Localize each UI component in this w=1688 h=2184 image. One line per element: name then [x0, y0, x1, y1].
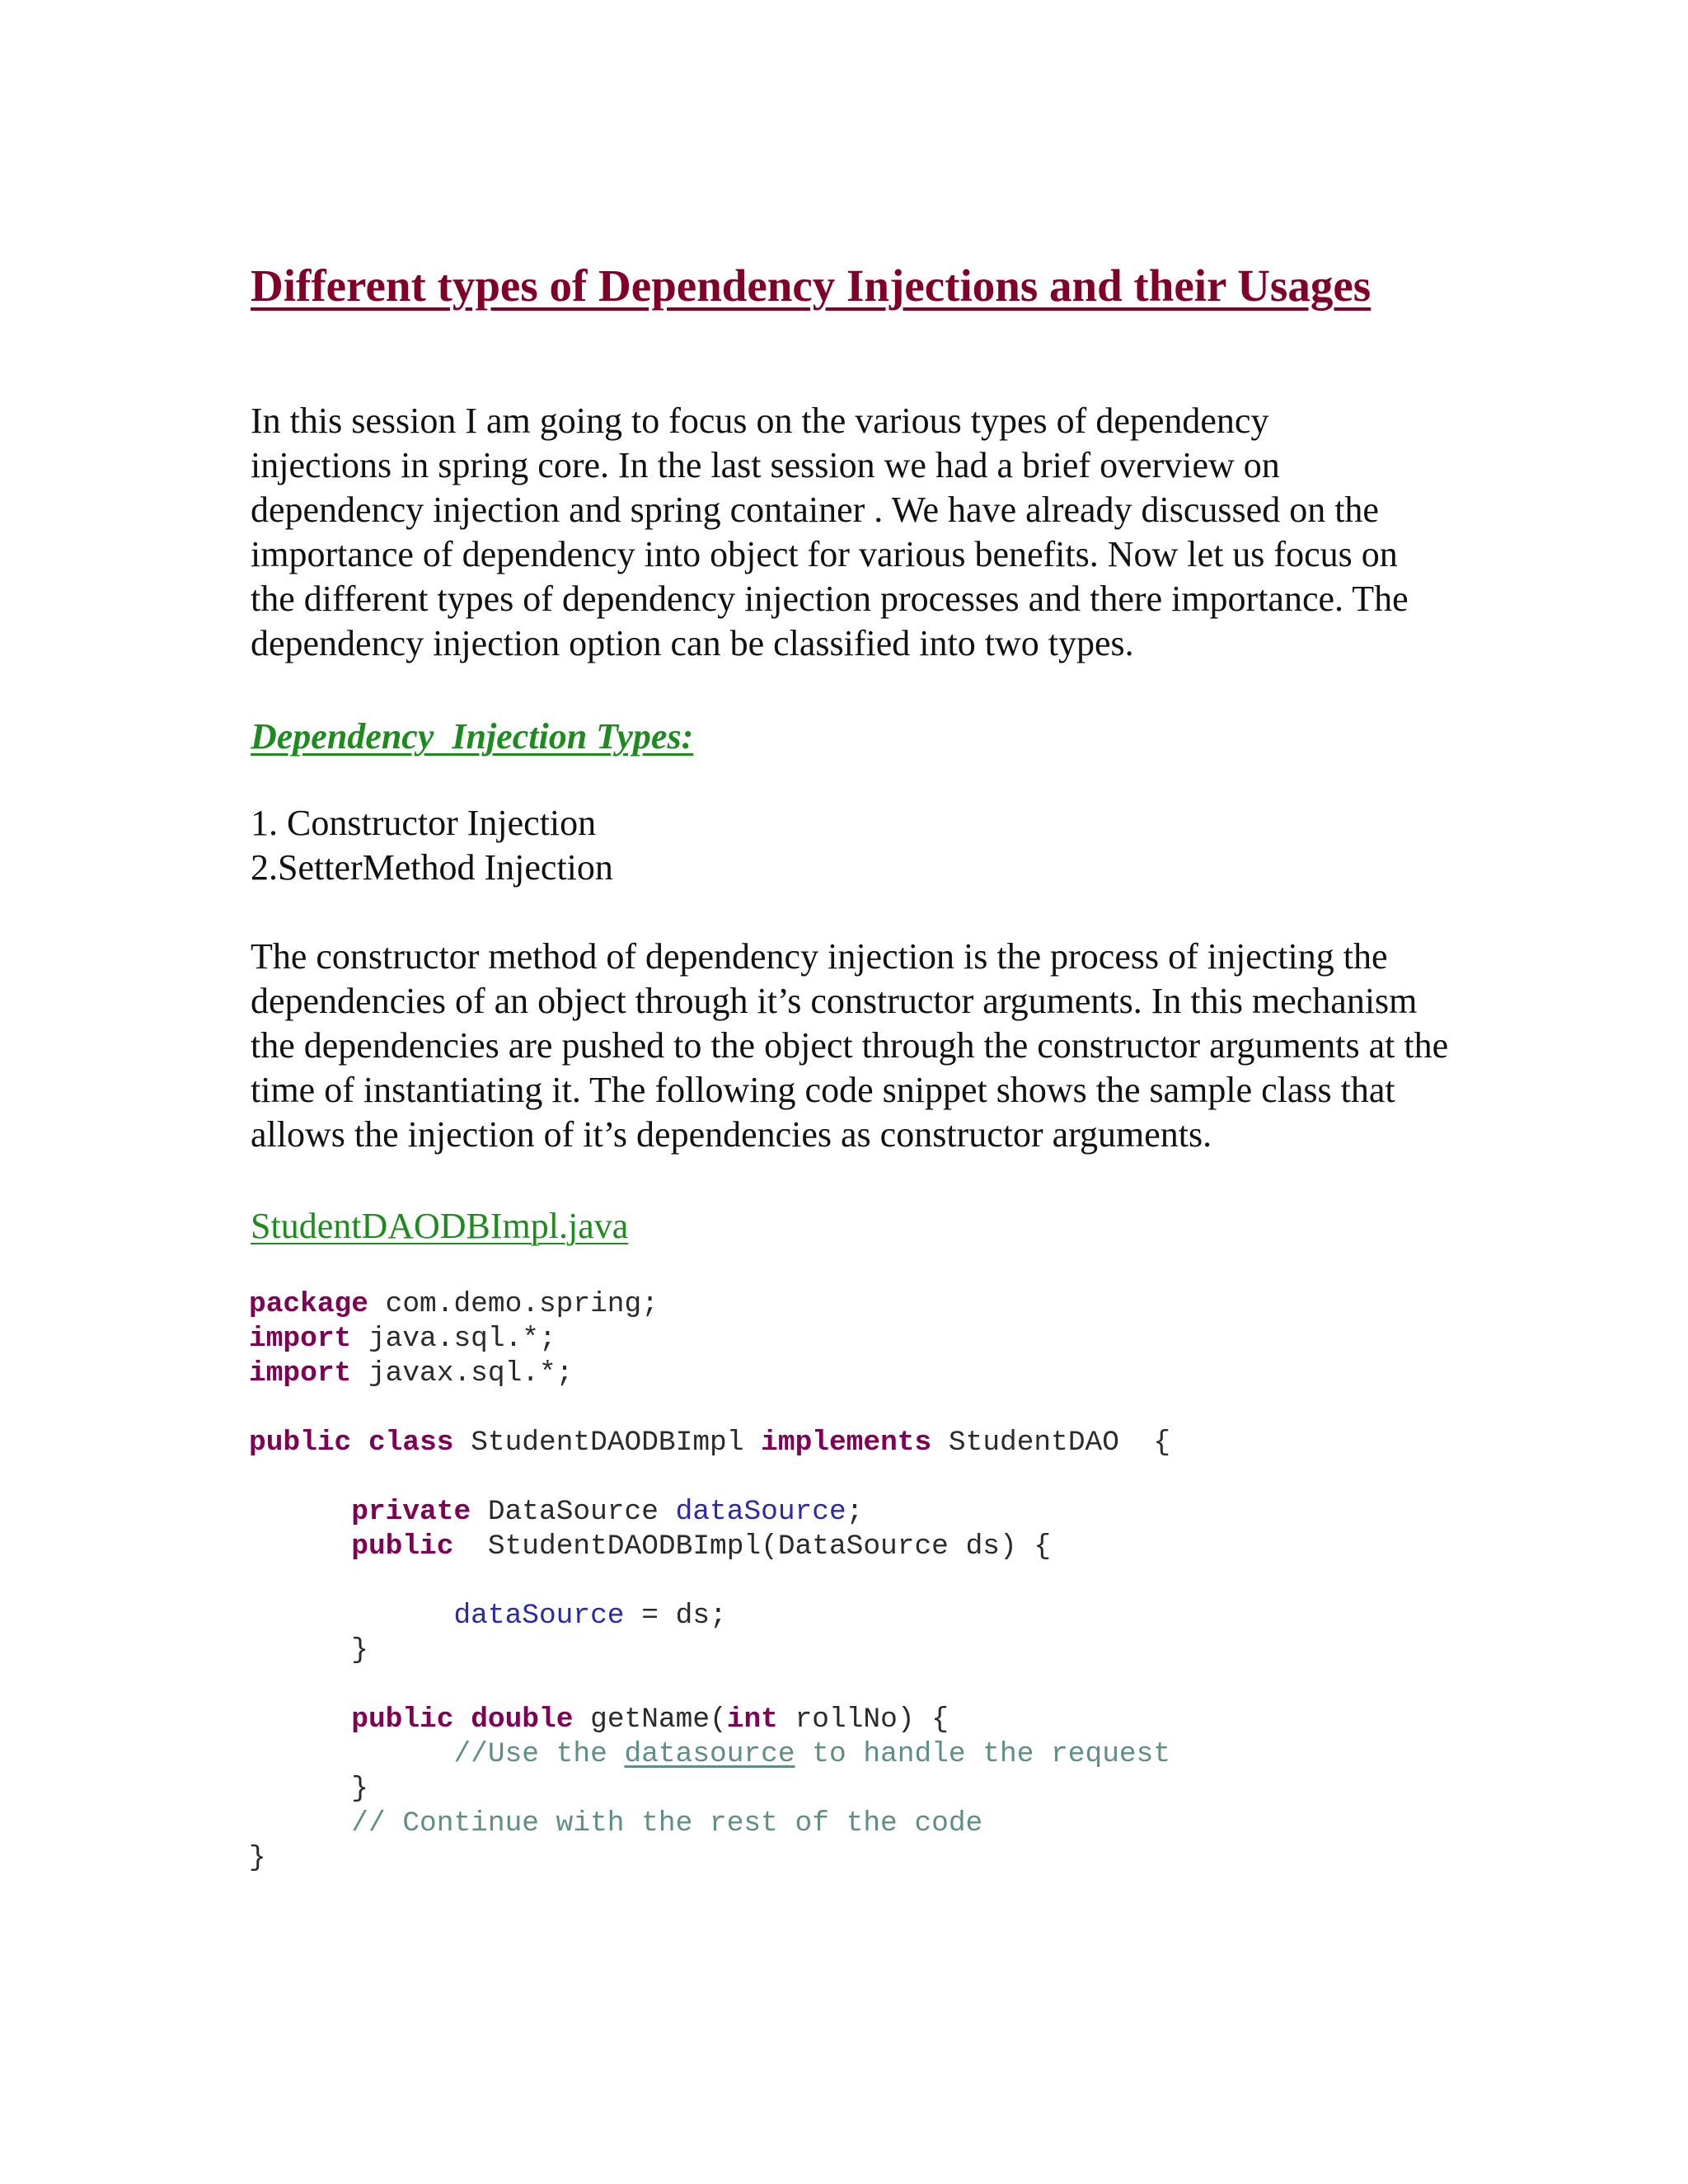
constructor-paragraph: [251, 935, 1536, 1157]
constructor-line: time of instantiating it. The following code snippet shows the sample class that: [251, 1070, 1395, 1110]
code-line: [249, 1322, 1170, 1357]
code-keyword: implements: [761, 1427, 932, 1459]
code-brace: }: [249, 1842, 266, 1874]
code-line: [249, 1530, 1170, 1564]
constructor-line: dependencies of an object through it’s constructor arguments. In this mechanism: [251, 981, 1418, 1021]
code-line: [249, 1807, 1170, 1841]
code-keyword: public: [249, 1427, 352, 1459]
intro-line: the different types of dependency injection processes and there importance. The: [251, 579, 1409, 619]
injection-types-list: [251, 801, 613, 890]
code-text: [351, 1427, 368, 1459]
code-keyword: package: [249, 1288, 368, 1320]
intro-line: dependency injection and spring container . We have already discussed on the: [251, 490, 1379, 530]
code-comment: //Use the: [453, 1738, 625, 1770]
code-text: StudentDAODBImpl(DataSource ds) {: [453, 1530, 1052, 1563]
list-item: 1. Constructor Injection: [251, 803, 597, 843]
code-line: [249, 1703, 1170, 1737]
intro-line: In this session I am going to focus on the various types of dependency: [251, 401, 1269, 441]
code-line: [249, 1426, 1170, 1460]
code-comment: to handle the request: [795, 1738, 1171, 1770]
code-text: DataSource: [471, 1496, 676, 1528]
intro-line: importance of dependency into object for various benefits. Now let us focus on: [251, 534, 1398, 574]
code-blank-line: [249, 1668, 1170, 1703]
code-text: = ds;: [624, 1600, 727, 1632]
code-keyword: double: [471, 1704, 574, 1736]
code-line: [249, 1841, 1170, 1876]
constructor-line: allows the injection of it’s dependencies as constructor arguments.: [251, 1114, 1212, 1155]
code-text: java.sql.*;: [351, 1323, 556, 1355]
code-snippet: [249, 1287, 1170, 1876]
code-text: getName(: [573, 1704, 727, 1736]
code-filename: StudentDAODBImpl.java: [251, 1206, 629, 1246]
code-keyword: class: [368, 1427, 454, 1459]
code-text: ;: [846, 1496, 864, 1528]
code-brace: }: [351, 1773, 368, 1805]
code-blank-line: [249, 1564, 1170, 1599]
code-field: dataSource: [453, 1600, 625, 1632]
intro-line: dependency injection option can be classified into two types.: [251, 623, 1134, 663]
intro-line: injections in spring core. In the last session we had a brief overview on: [251, 445, 1280, 485]
code-comment: // Continue with the rest of the code: [351, 1807, 983, 1840]
code-comment-underlined: datasource: [624, 1738, 795, 1770]
code-text: rollNo) {: [777, 1704, 949, 1736]
code-line: [249, 1357, 1170, 1391]
code-line: [249, 1495, 1170, 1530]
code-text: javax.sql.*;: [351, 1357, 574, 1390]
code-text: StudentDAODBImpl: [453, 1427, 762, 1459]
code-line: [249, 1287, 1170, 1322]
code-line: [249, 1737, 1170, 1772]
code-text: com.demo.spring;: [368, 1288, 659, 1320]
code-keyword: import: [249, 1323, 352, 1355]
code-line: [249, 1599, 1170, 1633]
code-keyword: import: [249, 1357, 352, 1390]
code-blank-line: [249, 1391, 1170, 1426]
types-heading: Dependency Injection Types:: [251, 716, 694, 757]
page-title: Different types of Dependency Injections and their Usages: [251, 260, 1372, 311]
constructor-line: the dependencies are pushed to the object through the constructor arguments at the: [251, 1025, 1449, 1066]
code-keyword: private: [351, 1496, 471, 1528]
code-field: dataSource: [675, 1496, 846, 1528]
code-keyword: public: [351, 1530, 454, 1563]
code-line: [249, 1633, 1170, 1668]
constructor-line: The constructor method of dependency injection is the process of injecting the: [251, 936, 1388, 977]
code-blank-line: [249, 1460, 1170, 1495]
code-keyword: int: [726, 1704, 778, 1736]
code-line: [249, 1772, 1170, 1807]
intro-paragraph: [251, 399, 1536, 666]
code-keyword: public: [351, 1704, 454, 1736]
list-item: 2.SetterMethod Injection: [251, 847, 613, 888]
code-brace: }: [351, 1634, 368, 1666]
code-text: StudentDAO {: [931, 1427, 1171, 1459]
